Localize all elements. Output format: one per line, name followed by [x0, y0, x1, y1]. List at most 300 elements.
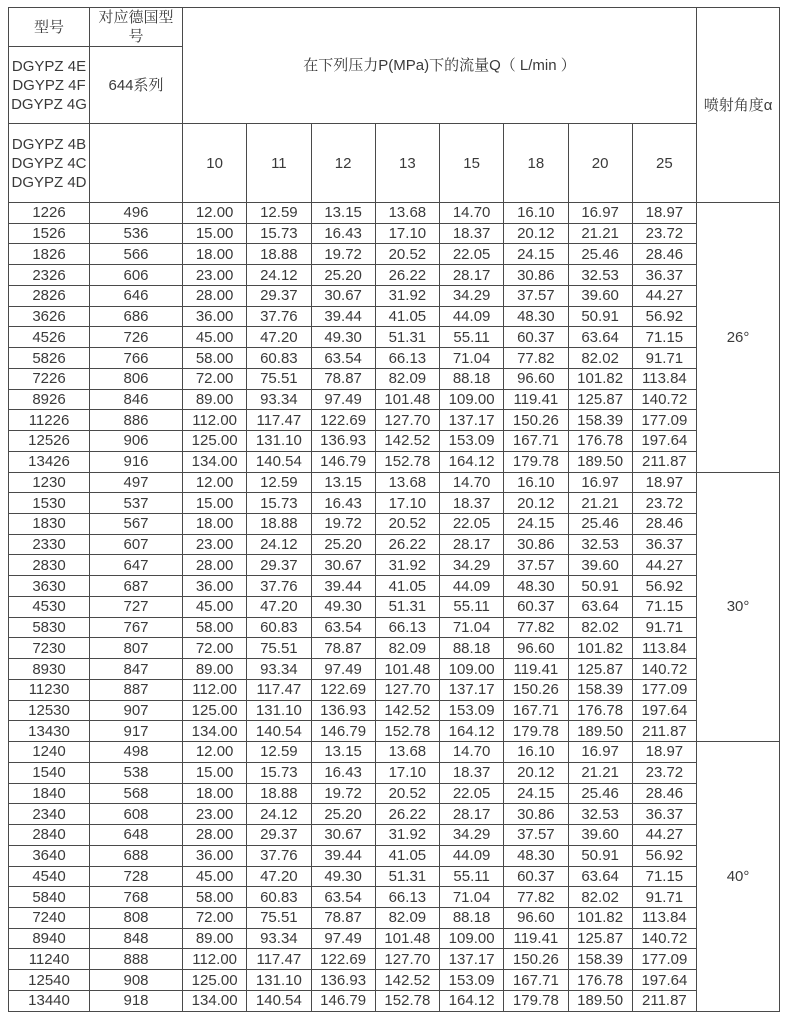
flow-value-cell: 152.78: [375, 721, 439, 742]
flow-value-cell: 14.70: [440, 472, 504, 493]
flow-value-cell: 21.21: [568, 223, 632, 244]
german-model-cell: 687: [90, 576, 183, 597]
flow-value-cell: 23.72: [632, 762, 696, 783]
model-cell: 7240: [9, 907, 90, 928]
flow-value-cell: 19.72: [311, 244, 375, 265]
flow-value-cell: 13.15: [311, 742, 375, 763]
flow-value-cell: 32.53: [568, 534, 632, 555]
model-cell: 8930: [9, 659, 90, 680]
flow-value-cell: 41.05: [375, 576, 439, 597]
flow-value-cell: 82.09: [375, 368, 439, 389]
flow-value-cell: 22.05: [440, 514, 504, 535]
flow-value-cell: 31.92: [375, 555, 439, 576]
table-row: [9, 306, 780, 327]
german-model-cell: 607: [90, 534, 183, 555]
flow-value-cell: 15.73: [247, 762, 311, 783]
flow-value-cell: 58.00: [183, 348, 247, 369]
flow-value-cell: 51.31: [375, 866, 439, 887]
pressure-header-10: 10: [183, 124, 247, 203]
flow-value-cell: 88.18: [440, 368, 504, 389]
flow-value-cell: 117.47: [247, 949, 311, 970]
german-model-cell: 646: [90, 285, 183, 306]
german-model-cell: 847: [90, 659, 183, 680]
flow-value-cell: 97.49: [311, 659, 375, 680]
flow-value-cell: 101.48: [375, 389, 439, 410]
model-cell: 4526: [9, 327, 90, 348]
flow-value-cell: 189.50: [568, 990, 632, 1011]
spray-angle-cell: 30°: [697, 472, 780, 742]
flow-value-cell: 189.50: [568, 451, 632, 472]
model-series-efg: DGYPZ 4E DGYPZ 4F DGYPZ 4G: [9, 47, 90, 124]
german-model-cell: 918: [90, 990, 183, 1011]
flow-value-cell: 153.09: [440, 431, 504, 452]
flow-value-cell: 25.20: [311, 534, 375, 555]
flow-value-cell: 24.12: [247, 804, 311, 825]
table-row: [9, 368, 780, 389]
flow-value-cell: 15.00: [183, 493, 247, 514]
flow-value-cell: 140.72: [632, 659, 696, 680]
pressure-header-15: 15: [440, 124, 504, 203]
table-row: [9, 534, 780, 555]
german-model-cell: 566: [90, 244, 183, 265]
flow-value-cell: 16.97: [568, 203, 632, 224]
german-model-cell: 726: [90, 327, 183, 348]
flow-value-cell: 12.59: [247, 203, 311, 224]
german-model-cell: 767: [90, 617, 183, 638]
flow-value-cell: 56.92: [632, 845, 696, 866]
flow-value-cell: 119.41: [504, 928, 568, 949]
model-cell: 2826: [9, 285, 90, 306]
flow-value-cell: 48.30: [504, 845, 568, 866]
flow-value-cell: 18.37: [440, 223, 504, 244]
header-row-1: [9, 8, 780, 47]
flow-value-cell: 109.00: [440, 928, 504, 949]
flow-value-cell: 72.00: [183, 907, 247, 928]
table-row: [9, 783, 780, 804]
flow-value-cell: 88.18: [440, 907, 504, 928]
german-model-cell: 887: [90, 679, 183, 700]
flow-value-cell: 63.54: [311, 887, 375, 908]
flow-value-cell: 134.00: [183, 721, 247, 742]
flow-value-cell: 16.43: [311, 762, 375, 783]
model-cell: 8926: [9, 389, 90, 410]
table-row: [9, 431, 780, 452]
flow-value-cell: 12.00: [183, 742, 247, 763]
flow-value-cell: 51.31: [375, 596, 439, 617]
flow-value-cell: 142.52: [375, 970, 439, 991]
flow-value-cell: 71.15: [632, 866, 696, 887]
flow-value-cell: 31.92: [375, 285, 439, 306]
flow-value-cell: 18.97: [632, 203, 696, 224]
table-row: [9, 970, 780, 991]
model-cell: 1840: [9, 783, 90, 804]
flow-value-cell: 167.71: [504, 431, 568, 452]
flow-value-cell: 101.82: [568, 638, 632, 659]
flow-value-cell: 20.52: [375, 244, 439, 265]
flow-value-cell: 18.00: [183, 514, 247, 535]
flow-value-cell: 32.53: [568, 265, 632, 286]
flow-value-cell: 140.54: [247, 721, 311, 742]
pressure-header-20: 20: [568, 124, 632, 203]
flow-value-cell: 211.87: [632, 721, 696, 742]
flow-value-cell: 82.09: [375, 638, 439, 659]
flow-value-cell: 15.00: [183, 762, 247, 783]
table-row: [9, 742, 780, 763]
flow-value-cell: 137.17: [440, 410, 504, 431]
flow-value-cell: 136.93: [311, 970, 375, 991]
flow-value-cell: 25.20: [311, 804, 375, 825]
flow-value-cell: 197.64: [632, 700, 696, 721]
flow-value-cell: 39.60: [568, 555, 632, 576]
flow-value-cell: 113.84: [632, 907, 696, 928]
flow-value-cell: 37.76: [247, 306, 311, 327]
flow-value-cell: 39.44: [311, 576, 375, 597]
flow-value-cell: 60.37: [504, 596, 568, 617]
flow-value-cell: 96.60: [504, 638, 568, 659]
flow-value-cell: 16.10: [504, 472, 568, 493]
model-cell: 3630: [9, 576, 90, 597]
flow-value-cell: 23.00: [183, 265, 247, 286]
model-cell: 1526: [9, 223, 90, 244]
flow-value-cell: 37.76: [247, 576, 311, 597]
flow-value-cell: 75.51: [247, 638, 311, 659]
pressure-header-18: 18: [504, 124, 568, 203]
flow-value-cell: 89.00: [183, 659, 247, 680]
german-model-cell: 906: [90, 431, 183, 452]
flow-value-cell: 131.10: [247, 431, 311, 452]
flow-value-cell: 34.29: [440, 825, 504, 846]
flow-value-cell: 66.13: [375, 887, 439, 908]
german-model-cell: 766: [90, 348, 183, 369]
flow-value-cell: 23.72: [632, 223, 696, 244]
table-row: [9, 679, 780, 700]
german-model-cell: 608: [90, 804, 183, 825]
flow-value-cell: 18.88: [247, 244, 311, 265]
flow-value-cell: 177.09: [632, 410, 696, 431]
flow-value-cell: 47.20: [247, 327, 311, 348]
flow-value-cell: 137.17: [440, 679, 504, 700]
flow-value-cell: 122.69: [311, 410, 375, 431]
table-row: [9, 990, 780, 1011]
flow-value-cell: 93.34: [247, 389, 311, 410]
german-model-cell: 538: [90, 762, 183, 783]
flow-value-cell: 44.09: [440, 306, 504, 327]
flow-value-cell: 89.00: [183, 389, 247, 410]
flow-value-cell: 12.59: [247, 742, 311, 763]
table-row: [9, 949, 780, 970]
flow-value-cell: 16.43: [311, 493, 375, 514]
model-cell: 2326: [9, 265, 90, 286]
flow-value-cell: 127.70: [375, 410, 439, 431]
model-cell: 11226: [9, 410, 90, 431]
flow-value-cell: 44.09: [440, 576, 504, 597]
flow-value-cell: 49.30: [311, 327, 375, 348]
german-model-cell: 727: [90, 596, 183, 617]
table-row: [9, 762, 780, 783]
flow-value-cell: 140.72: [632, 928, 696, 949]
model-column-header: 型号: [9, 8, 90, 47]
flow-value-cell: 179.78: [504, 451, 568, 472]
model-cell: 1230: [9, 472, 90, 493]
table-row: [9, 493, 780, 514]
flow-value-cell: 12.59: [247, 472, 311, 493]
flow-value-cell: 72.00: [183, 368, 247, 389]
table-row: [9, 223, 780, 244]
flow-value-cell: 23.00: [183, 534, 247, 555]
table-row: [9, 555, 780, 576]
table-row: [9, 576, 780, 597]
table-body: [9, 203, 780, 1012]
german-model-cell: 908: [90, 970, 183, 991]
flow-value-cell: 109.00: [440, 389, 504, 410]
flow-value-cell: 20.12: [504, 762, 568, 783]
flow-spec-table: [8, 7, 780, 1012]
header-row-3: [9, 124, 780, 203]
flow-value-cell: 39.44: [311, 845, 375, 866]
flow-value-cell: 82.02: [568, 617, 632, 638]
flow-value-cell: 28.46: [632, 514, 696, 535]
flow-value-cell: 101.82: [568, 907, 632, 928]
model-cell: 4540: [9, 866, 90, 887]
flow-value-cell: 26.22: [375, 534, 439, 555]
flow-value-cell: 127.70: [375, 679, 439, 700]
table-row: [9, 327, 780, 348]
spray-angle-cell: 26°: [697, 203, 780, 473]
flow-value-cell: 112.00: [183, 679, 247, 700]
table-row: [9, 659, 780, 680]
flow-value-cell: 13.68: [375, 742, 439, 763]
flow-value-cell: 29.37: [247, 825, 311, 846]
flow-value-cell: 142.52: [375, 700, 439, 721]
flow-value-cell: 37.57: [504, 285, 568, 306]
flow-value-cell: 18.97: [632, 472, 696, 493]
flow-value-cell: 44.27: [632, 285, 696, 306]
model-cell: 12540: [9, 970, 90, 991]
pressure-header-25: 25: [632, 124, 696, 203]
german-model-cell: 888: [90, 949, 183, 970]
german-model-cell: 648: [90, 825, 183, 846]
flow-value-cell: 29.37: [247, 555, 311, 576]
flow-value-cell: 60.83: [247, 348, 311, 369]
flow-value-cell: 176.78: [568, 700, 632, 721]
flow-value-cell: 71.04: [440, 887, 504, 908]
flow-value-cell: 150.26: [504, 679, 568, 700]
flow-value-cell: 211.87: [632, 451, 696, 472]
model-cell: 2840: [9, 825, 90, 846]
flow-value-cell: 39.60: [568, 285, 632, 306]
flow-value-cell: 13.68: [375, 472, 439, 493]
flow-value-cell: 140.54: [247, 451, 311, 472]
flow-value-cell: 28.17: [440, 534, 504, 555]
flow-value-cell: 125.00: [183, 970, 247, 991]
flow-value-cell: 113.84: [632, 368, 696, 389]
flow-value-cell: 37.57: [504, 825, 568, 846]
flow-value-cell: 63.64: [568, 596, 632, 617]
pressure-header-13: 13: [375, 124, 439, 203]
table-row: [9, 348, 780, 369]
flow-value-cell: 63.64: [568, 866, 632, 887]
flow-value-cell: 18.00: [183, 783, 247, 804]
flow-value-cell: 36.00: [183, 576, 247, 597]
flow-value-cell: 30.67: [311, 555, 375, 576]
model-cell: 13440: [9, 990, 90, 1011]
german-model-cell: 568: [90, 783, 183, 804]
flow-value-cell: 91.71: [632, 348, 696, 369]
flow-value-cell: 122.69: [311, 949, 375, 970]
flow-value-cell: 44.27: [632, 555, 696, 576]
flow-value-cell: 152.78: [375, 451, 439, 472]
german-model-cell: 498: [90, 742, 183, 763]
pressure-header-11: 11: [247, 124, 311, 203]
flow-value-cell: 140.54: [247, 990, 311, 1011]
german-model-cell: 686: [90, 306, 183, 327]
table-row: [9, 451, 780, 472]
flow-value-cell: 179.78: [504, 990, 568, 1011]
flow-value-cell: 49.30: [311, 596, 375, 617]
german-model-cell: 768: [90, 887, 183, 908]
flow-value-cell: 167.71: [504, 970, 568, 991]
flow-value-cell: 25.20: [311, 265, 375, 286]
flow-value-cell: 16.43: [311, 223, 375, 244]
flow-value-cell: 93.34: [247, 659, 311, 680]
german-model-cell: 537: [90, 493, 183, 514]
flow-value-cell: 97.49: [311, 389, 375, 410]
flow-value-cell: 18.37: [440, 762, 504, 783]
flow-value-cell: 13.15: [311, 472, 375, 493]
flow-value-cell: 55.11: [440, 596, 504, 617]
flow-value-cell: 66.13: [375, 348, 439, 369]
flow-value-cell: 15.73: [247, 223, 311, 244]
german-model-cell: 848: [90, 928, 183, 949]
flow-value-cell: 93.34: [247, 928, 311, 949]
model-cell: 3626: [9, 306, 90, 327]
spray-angle-cell: 40°: [697, 742, 780, 1012]
model-cell: 2340: [9, 804, 90, 825]
table-row: [9, 617, 780, 638]
table-row: [9, 285, 780, 306]
flow-value-cell: 41.05: [375, 845, 439, 866]
flow-value-cell: 164.12: [440, 451, 504, 472]
flow-value-cell: 153.09: [440, 700, 504, 721]
model-cell: 13430: [9, 721, 90, 742]
flow-value-cell: 66.13: [375, 617, 439, 638]
flow-value-cell: 24.12: [247, 534, 311, 555]
flow-value-cell: 31.92: [375, 825, 439, 846]
model-cell: 12530: [9, 700, 90, 721]
model-series-bcd: DGYPZ 4B DGYPZ 4C DGYPZ 4D: [9, 124, 90, 203]
flow-value-cell: 101.48: [375, 928, 439, 949]
flow-value-cell: 137.17: [440, 949, 504, 970]
flow-value-cell: 89.00: [183, 928, 247, 949]
flow-value-cell: 23.00: [183, 804, 247, 825]
flow-value-cell: 45.00: [183, 866, 247, 887]
table-row: [9, 721, 780, 742]
flow-value-cell: 96.60: [504, 368, 568, 389]
flow-rate-title: 在下列压力P(MPa)下的流量Q（ L/min ）: [183, 8, 697, 124]
model-cell: 2330: [9, 534, 90, 555]
flow-value-cell: 58.00: [183, 887, 247, 908]
flow-value-cell: 55.11: [440, 866, 504, 887]
table-row: [9, 907, 780, 928]
flow-value-cell: 71.15: [632, 596, 696, 617]
german-model-cell: 806: [90, 368, 183, 389]
flow-value-cell: 23.72: [632, 493, 696, 514]
flow-value-cell: 26.22: [375, 804, 439, 825]
flow-value-cell: 56.92: [632, 576, 696, 597]
flow-value-cell: 179.78: [504, 721, 568, 742]
flow-value-cell: 146.79: [311, 721, 375, 742]
flow-value-cell: 16.10: [504, 203, 568, 224]
flow-value-cell: 125.00: [183, 700, 247, 721]
flow-value-cell: 28.17: [440, 804, 504, 825]
flow-value-cell: 20.12: [504, 493, 568, 514]
flow-value-cell: 167.71: [504, 700, 568, 721]
flow-value-cell: 140.72: [632, 389, 696, 410]
table-row: [9, 514, 780, 535]
flow-value-cell: 44.27: [632, 825, 696, 846]
flow-value-cell: 45.00: [183, 596, 247, 617]
flow-value-cell: 152.78: [375, 990, 439, 1011]
flow-value-cell: 176.78: [568, 970, 632, 991]
flow-value-cell: 88.18: [440, 638, 504, 659]
flow-value-cell: 109.00: [440, 659, 504, 680]
flow-value-cell: 21.21: [568, 493, 632, 514]
flow-value-cell: 13.68: [375, 203, 439, 224]
model-cell: 2830: [9, 555, 90, 576]
flow-value-cell: 56.92: [632, 306, 696, 327]
model-cell: 5840: [9, 887, 90, 908]
flow-value-cell: 158.39: [568, 410, 632, 431]
flow-value-cell: 82.02: [568, 348, 632, 369]
flow-value-cell: 127.70: [375, 949, 439, 970]
flow-value-cell: 60.37: [504, 327, 568, 348]
flow-value-cell: 37.57: [504, 555, 568, 576]
flow-value-cell: 117.47: [247, 679, 311, 700]
flow-value-cell: 101.82: [568, 368, 632, 389]
german-model-cell: 497: [90, 472, 183, 493]
flow-value-cell: 26.22: [375, 265, 439, 286]
flow-value-cell: 125.00: [183, 431, 247, 452]
german-model-cell: 808: [90, 907, 183, 928]
flow-value-cell: 19.72: [311, 514, 375, 535]
flow-value-cell: 77.82: [504, 617, 568, 638]
flow-value-cell: 146.79: [311, 990, 375, 1011]
flow-value-cell: 136.93: [311, 431, 375, 452]
flow-value-cell: 119.41: [504, 389, 568, 410]
table-row: [9, 845, 780, 866]
flow-value-cell: 125.87: [568, 389, 632, 410]
table-row: [9, 700, 780, 721]
flow-value-cell: 22.05: [440, 244, 504, 265]
flow-value-cell: 20.12: [504, 223, 568, 244]
flow-value-cell: 20.52: [375, 783, 439, 804]
flow-value-cell: 39.44: [311, 306, 375, 327]
flow-value-cell: 164.12: [440, 721, 504, 742]
flow-value-cell: 150.26: [504, 949, 568, 970]
flow-value-cell: 211.87: [632, 990, 696, 1011]
table-row: [9, 472, 780, 493]
flow-value-cell: 131.10: [247, 700, 311, 721]
flow-value-cell: 122.69: [311, 679, 375, 700]
flow-value-cell: 50.91: [568, 845, 632, 866]
flow-value-cell: 197.64: [632, 431, 696, 452]
german-model-cell: 916: [90, 451, 183, 472]
model-cell: 3640: [9, 845, 90, 866]
flow-value-cell: 153.09: [440, 970, 504, 991]
table-row: [9, 928, 780, 949]
german-model-cell: 606: [90, 265, 183, 286]
german-series-empty-cell: [90, 124, 183, 203]
